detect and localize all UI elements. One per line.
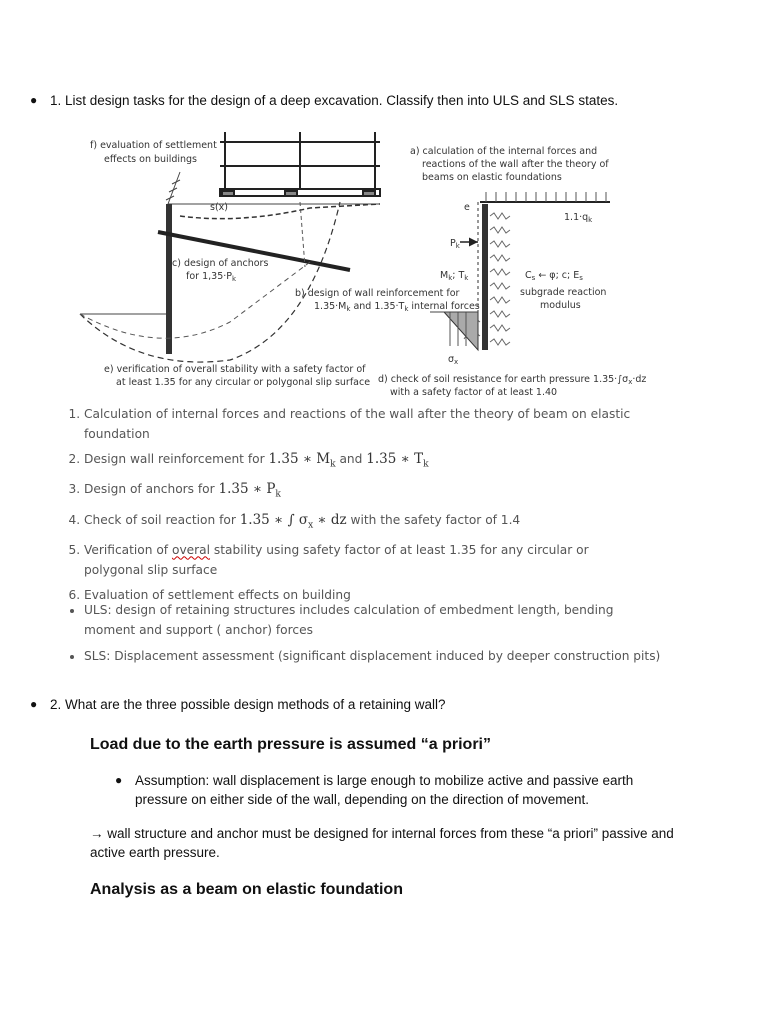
label-f: f) evaluation of settlement <box>90 140 217 151</box>
design-task-list <box>62 404 644 610</box>
label-sigma: $\sigma_x$ <box>448 354 459 366</box>
label-f2: effects on buildings <box>104 154 198 165</box>
method-2-heading: Analysis as a beam on elastic foundation <box>90 881 403 898</box>
label-e2: at least 1.35 for any circular or polygonal slip surface <box>116 377 371 388</box>
label-a3: beams on elastic foundations <box>422 172 562 183</box>
label-sx: s(x) <box>210 202 228 213</box>
limit-state-list <box>62 600 664 672</box>
bullet-dot: ● <box>30 93 38 107</box>
list-item: 6. Evaluation of settlement effects on building <box>84 585 644 605</box>
slip-surface <box>80 202 340 362</box>
slope-hatching <box>166 172 180 204</box>
label-mt: $M_k$; $T_k$ <box>440 270 469 282</box>
list-item: 3. Design of anchors for 1.35 ∗ $P_k$ <box>84 479 644 504</box>
list-item-sls: • SLS: Displacement assessment (significant displacement induced by deeper construction pits) <box>84 646 664 666</box>
list-item: 1. Calculation of internal forces and reactions of the wall after the theory of beam on elastic foundation <box>84 404 644 444</box>
label-a1: a) calculation of the internal forces and <box>410 146 598 157</box>
method-1-heading: Load due to the earth pressure is assumed “a priori” <box>90 736 491 753</box>
earth-pressure-triangle <box>444 312 478 350</box>
building-frame <box>220 132 380 196</box>
assumption-text: Assumption: wall displacement is large enough to mobilize active and passive earth pressure on either side of the wall, depending on the direction of movement. <box>135 773 634 807</box>
spellcheck-word: overal <box>171 543 211 558</box>
label-e1: e) verification of overall stability with a safety factor of <box>104 364 366 375</box>
label-c2: for $1,35\cdot P_k$ <box>186 271 237 283</box>
list-item-uls: • ULS: design of retaining structures includes calculation of embedment length, bending moment and support ( anchor) forces <box>84 600 664 640</box>
label-a2: reactions of the wall after the theory of <box>422 159 609 170</box>
label-subgrade2: modulus <box>540 300 581 311</box>
list-item: 2. Design wall reinforcement for 1.35 ∗ $M_k$ and 1.35 ∗ $T_k$ <box>84 449 644 474</box>
bullet-dot: ● <box>30 697 38 711</box>
list-item: 5. Verification of overal stability using safety factor of at least 1.35 for any circular or polygonal slip surface <box>84 540 644 580</box>
label-e: e <box>464 202 470 213</box>
bullet-dot: ● <box>115 773 123 787</box>
question-1-text: 1. List design tasks for the design of a deep excavation. Classify then into ULS and SLS states. <box>50 93 619 108</box>
left-wall <box>166 204 172 354</box>
list-item: 4. Check of soil reaction for 1.35 ∗ ∫ $\sigma_x$ ∗ dz with the safety factor of 1.4 <box>84 510 644 535</box>
label-cs: $C_s$ ← φ; c; $E_s$ <box>525 270 583 282</box>
label-q: $1.1\cdot q_k$ <box>564 212 593 224</box>
label-d1: d) check of soil resistance for earth pressure $1.35\cdot\int\sigma_x\cdot dz$ <box>378 374 647 386</box>
label-b2: $1.35\cdot M_k$ and $1.35\cdot T_k$ internal forces <box>314 301 480 313</box>
assumption-bullet <box>115 771 675 809</box>
deep-excavation-figure <box>80 132 647 402</box>
label-subgrade1: subgrade reaction <box>520 287 607 298</box>
conclusion-text: → wall structure and anchor must be designed for internal forces from these “a priori” passive and active earth pressure. <box>90 826 674 860</box>
question-2-text: 2. What are the three possible design methods of a retaining wall? <box>50 697 446 712</box>
label-c1: c) design of anchors <box>172 258 269 269</box>
label-p: $P_k$ <box>450 238 460 250</box>
label-b1: b) design of wall reinforcement for <box>295 288 460 299</box>
label-d2: with a safety factor of at least 1.40 <box>390 387 558 398</box>
